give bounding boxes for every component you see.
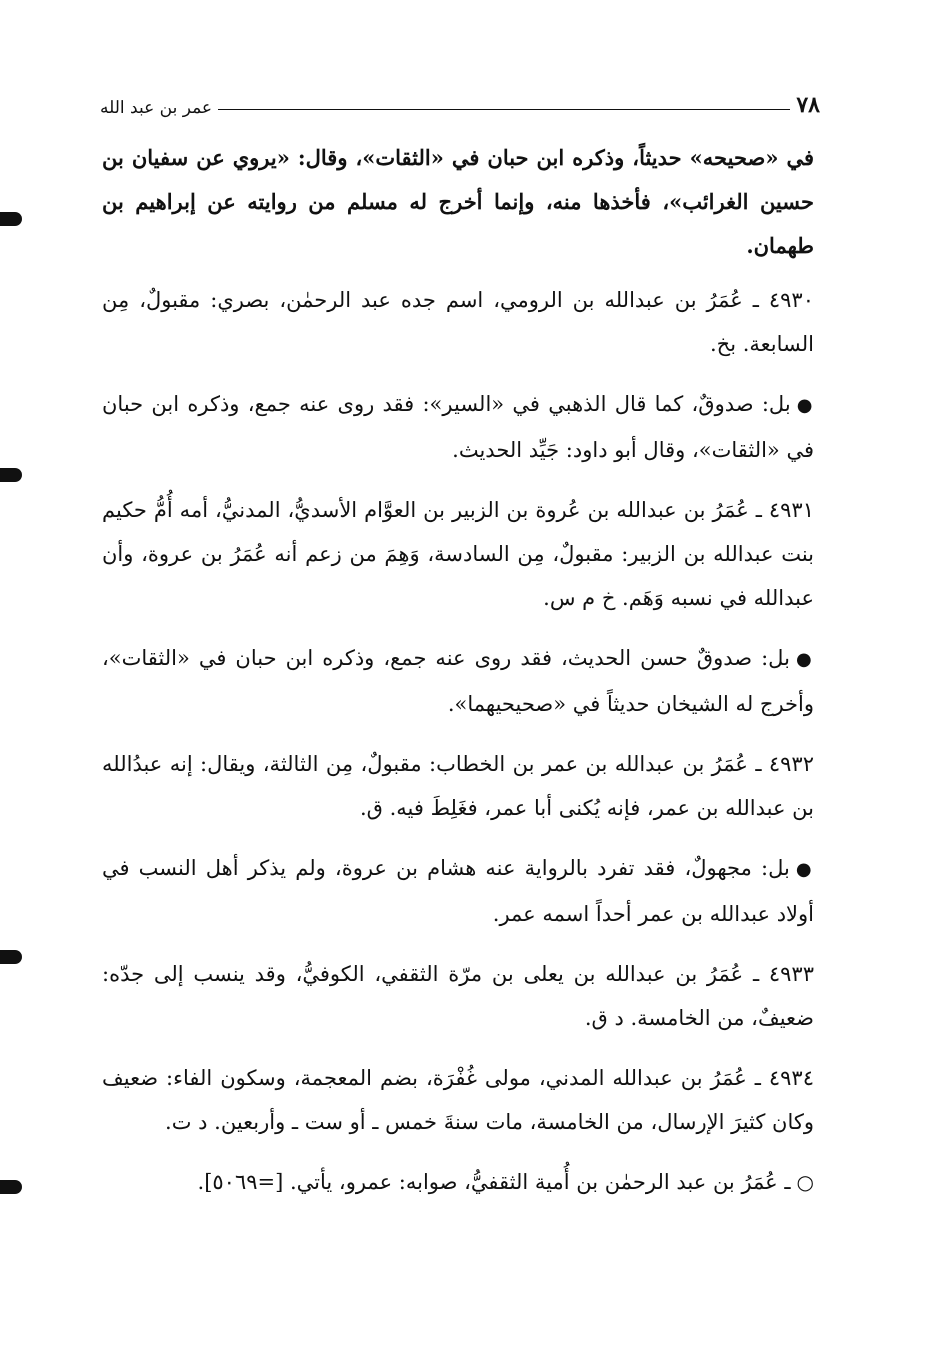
cross-reference-text: ـ عُمَرُ بن عبد الرحمٰن بن أُمية الثقفيُّ، صوابه: عمرو، يأتي. [=٥٠٦٩].: [197, 1170, 791, 1194]
binding-mark: [0, 212, 22, 226]
comment-4932: [102, 846, 814, 936]
binding-mark: [0, 1180, 22, 1194]
entry-4933: ٤٩٣٣ ـ عُمَرُ بن عبدالله بن يعلى بن مرّة الثقفي، الكوفيُّ، وقد ينسب إلى جدّه: ضعيفٌ، من الخامسة. د ق.: [102, 962, 814, 1030]
entry-4931: ٤٩٣١ ـ عُمَرُ بن عبدالله بن عُروة بن الزبير بن العوَّام الأسديُّ، المدنيُّ، أمه أُمُّ حكيم بنت عبدالله بن الزبير: مقبولٌ، مِن السادسة، وَهِمَ من زعم أنه عُمَرُ بن عروة، وأن عبدالله في نسبه وَهَم. خ م س.: [102, 498, 814, 610]
binding-mark: [0, 950, 22, 964]
entry-4930: ٤٩٣٠ ـ عُمَرُ بن عبدالله بن الرومي، اسم جده عبد الرحمٰن، بصري: مقبولٌ، مِن السابعة. بخ.: [102, 288, 814, 356]
page-number: ٧٨: [796, 92, 820, 118]
binding-mark: [0, 468, 22, 482]
entry-4934: ٤٩٣٤ ـ عُمَرُ بن عبدالله المدني، مولى غُفْرَة، بضم المعجمة، وسكون الفاء: ضعيف وكان كثيرَ الإرسال، من الخامسة، مات سنةَ خمس ـ أو ست ـ وأربعين. د ت.: [102, 1066, 814, 1134]
header-rule: [218, 109, 790, 110]
comment-4931: [102, 636, 814, 726]
comment-4930: [102, 382, 814, 472]
running-title: عمر بن عبد الله: [100, 98, 213, 118]
comment-text: بل: صدوقٌ حسن الحديث، فقد روى عنه جمع، وذكره ابن حبان في «الثقات»، وأخرج له الشيخان حديثاً في «صحيحيهما».: [102, 646, 814, 716]
page-body: [102, 136, 814, 1214]
entry-4932: ٤٩٣٢ ـ عُمَرُ بن عبدالله بن عمر بن الخطاب: مقبولٌ، مِن الثالثة، ويقال: إنه عبدُالله بن عبدالله بن عمر، فإنه يُكنى أبا عمر، فغَلِطَ فيه. ق.: [102, 752, 814, 820]
comment-text: بل: مجهولٌ، فقد تفرد بالرواية عنه هشام بن عروة، ولم يذكر أهل النسب في أولاد عبدالله بن عمر أحداً اسمه عمر.: [102, 856, 814, 926]
comment-text: بل: صدوقٌ، كما قال الذهبي في «السير»: فقد روى عنه جمع، وذكره ابن حبان في «الثقات»، وقال أبو داود: جَيِّد الحديث.: [102, 392, 814, 462]
page-header: [100, 88, 820, 118]
paragraph-continuation: في «صحيحه» حديثاً، وذكره ابن حبان في «الثقات»، وقال: «يروي عن سفيان بن حسين الغرائب»، فأخذها منه، وإنما أخرج له مسلم من روايته عن إبراهيم بن طهمان.: [102, 145, 814, 258]
cross-reference-entry: [102, 1160, 814, 1204]
